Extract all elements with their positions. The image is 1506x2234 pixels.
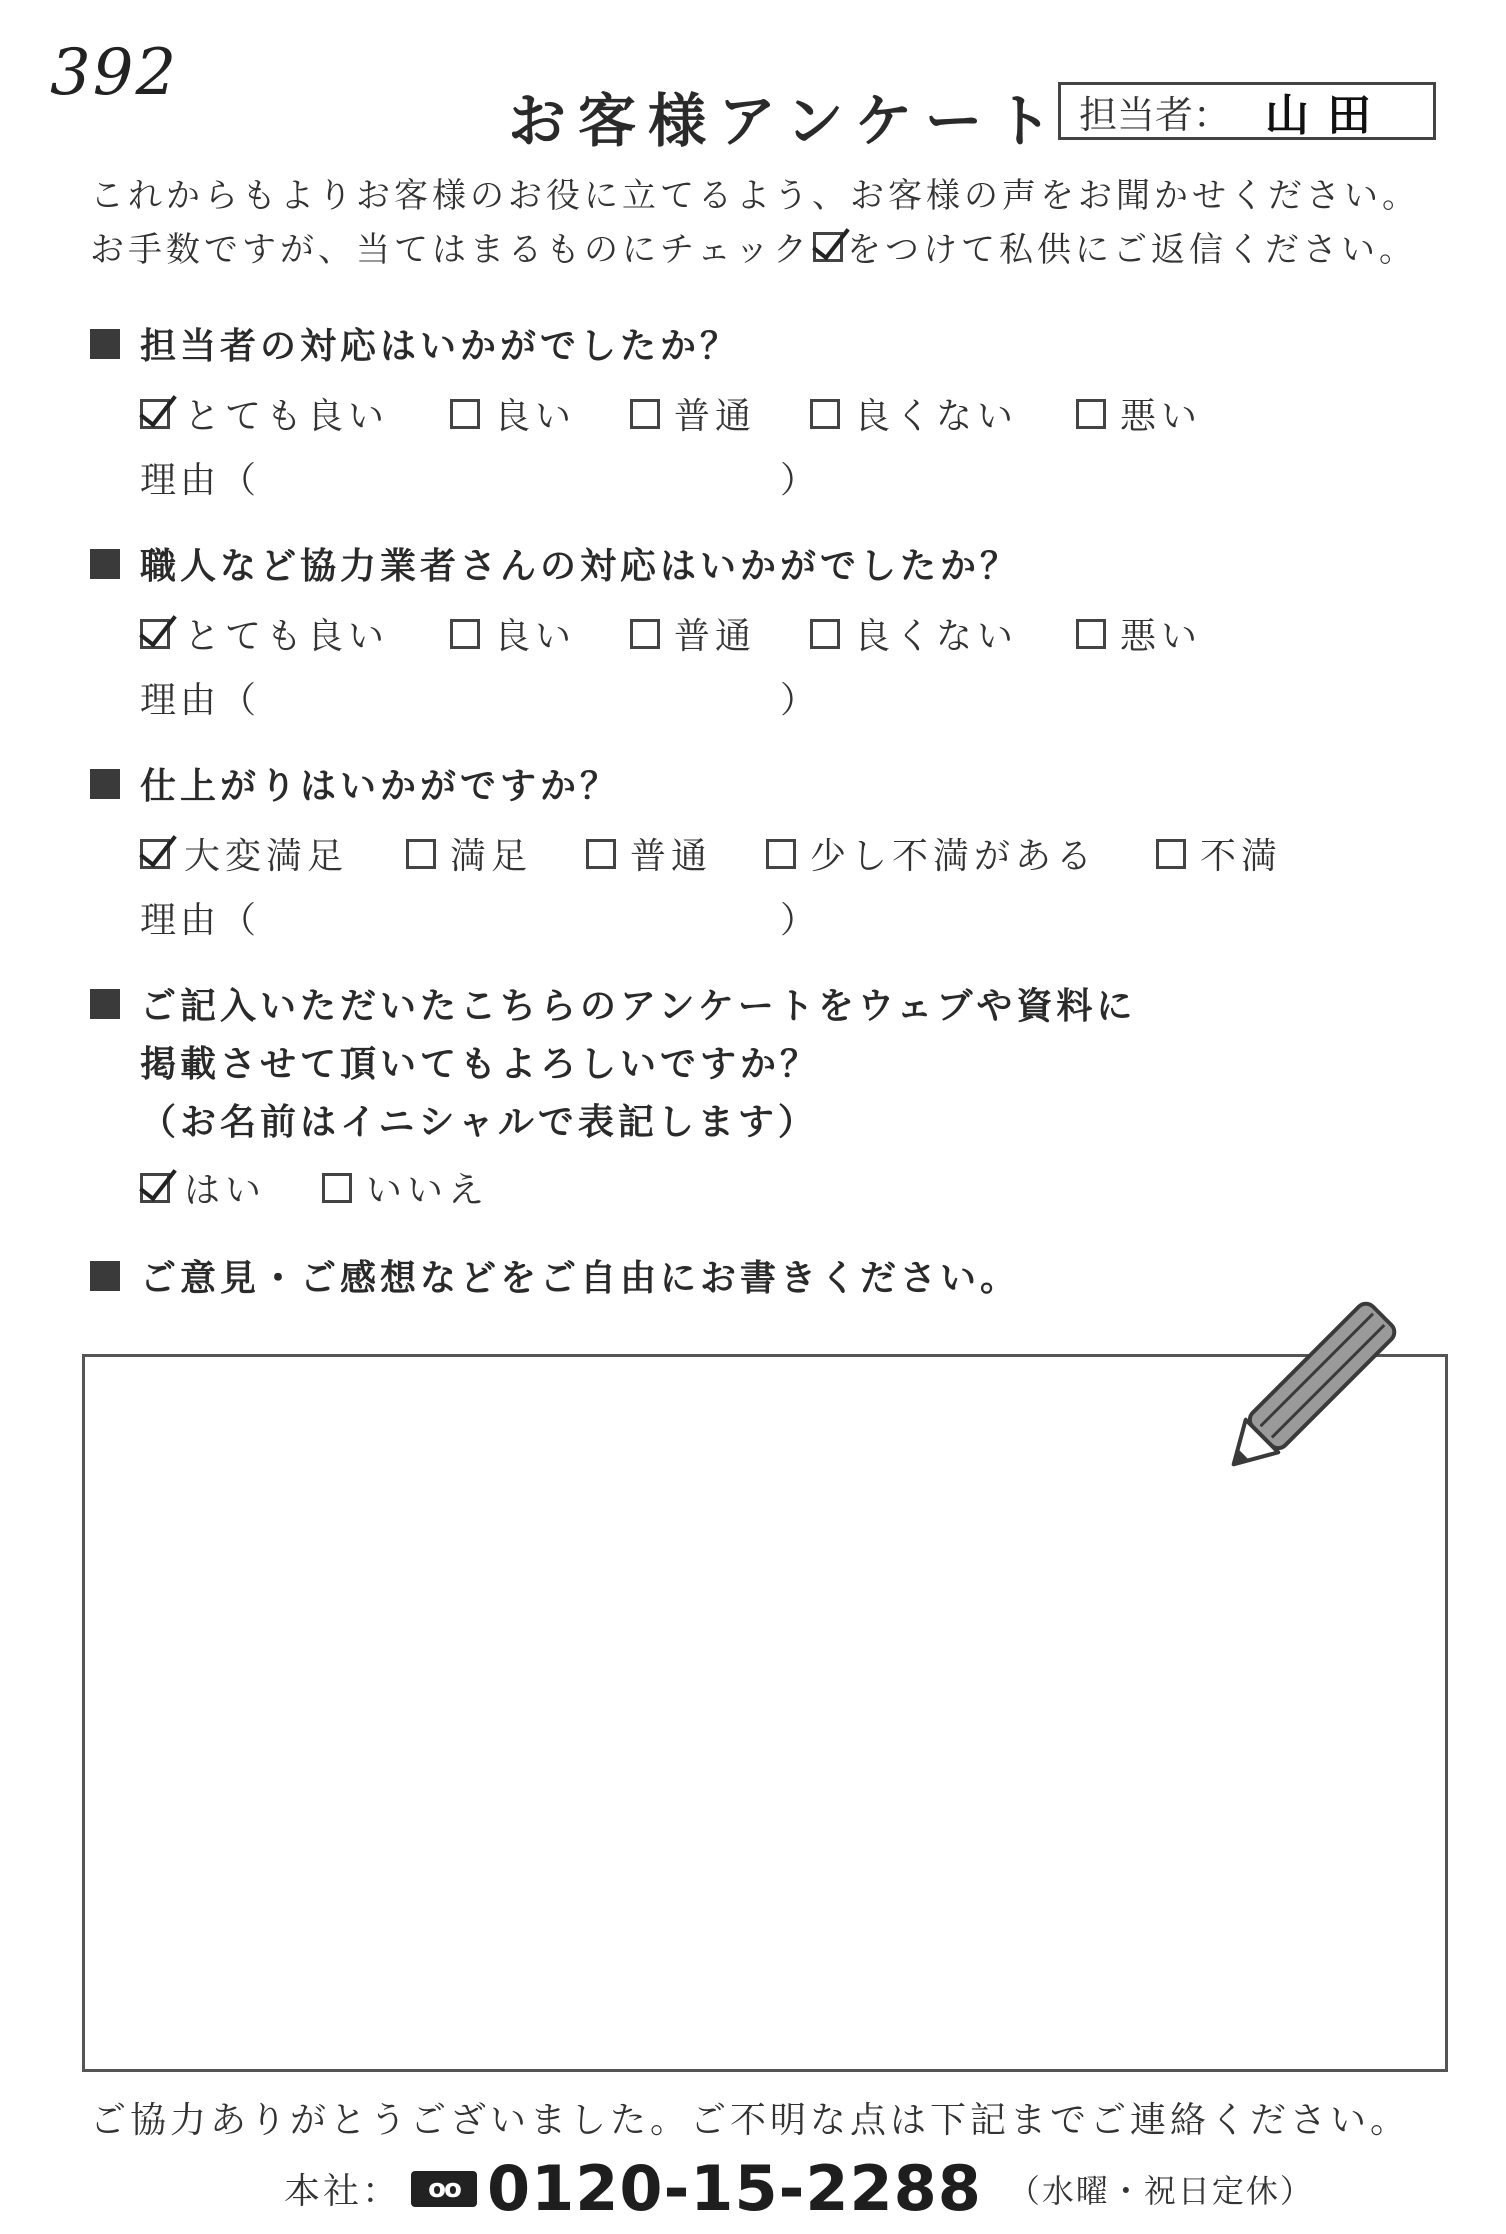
q1-option-very-good[interactable]	[140, 388, 389, 439]
checkbox-icon[interactable]	[450, 619, 480, 649]
checkbox-icon[interactable]	[1076, 399, 1106, 429]
reason-open: 理由（	[140, 680, 261, 721]
checkbox-icon[interactable]	[630, 619, 660, 649]
intro-line-2-a: お手数ですが、当てはまるものにチェック	[90, 230, 811, 270]
phone-number[interactable]: 0120-15-2288	[487, 2152, 982, 2225]
q2-option-label: 良い	[494, 616, 577, 657]
checkbox-icon[interactable]	[1076, 619, 1106, 649]
q3-option-label: 満足	[450, 836, 533, 877]
checkbox-icon[interactable]	[1156, 839, 1186, 869]
square-bullet-icon	[90, 989, 120, 1019]
reason-open: 理由（	[140, 900, 261, 941]
q1-option-label: 悪い	[1120, 396, 1203, 437]
reason-close: ）	[780, 680, 821, 721]
q1-option-normal[interactable]	[630, 388, 756, 439]
q3-option-somewhat-dissatisfied[interactable]	[766, 828, 1097, 879]
q3-option-dissatisfied[interactable]	[1156, 828, 1282, 879]
intro-line-2	[90, 222, 1417, 271]
q2-option-label: 悪い	[1120, 616, 1203, 657]
question-4-text-line-1: ご記入いただいたこちらのアンケートをウェブや資料に	[140, 986, 1137, 1027]
q3-option-label: 少し不満がある	[810, 836, 1098, 877]
checkbox-icon[interactable]	[810, 619, 840, 649]
square-bullet-icon	[90, 549, 120, 579]
question-3-text: 仕上がりはいかがですか？	[140, 766, 621, 807]
checkbox-checked-icon[interactable]	[140, 399, 170, 429]
checkbox-checked-icon[interactable]	[140, 1173, 170, 1203]
freedial-icon: oo	[411, 2171, 477, 2207]
reason-open: 理由（	[140, 460, 261, 501]
question-4-text-line-2: 掲載させて頂いてもよろしいですか？	[140, 1044, 821, 1085]
business-hours: （水曜・祝日定休）	[1007, 2171, 1314, 2210]
q3-option-very-satisfied[interactable]	[140, 828, 348, 879]
q4-option-label: いいえ	[366, 1170, 490, 1211]
q2-option-label: 良くない	[854, 616, 1019, 657]
staff-name: 山田	[1265, 90, 1390, 141]
example-checkbox-icon	[813, 232, 843, 262]
q3-option-normal[interactable]	[586, 828, 712, 879]
footer-thanks: ご協力ありがとうございました。ご不明な点は下記までご連絡ください。	[90, 2100, 1411, 2141]
q1-option-label: 普通	[674, 396, 757, 437]
checkbox-icon[interactable]	[322, 1173, 352, 1203]
q3-reason[interactable]	[140, 892, 820, 943]
q3-option-label: 普通	[630, 836, 713, 877]
question-1-title	[90, 318, 740, 369]
checkbox-icon[interactable]	[450, 399, 480, 429]
question-5-title	[90, 1250, 1020, 1301]
q2-option-label: とても良い	[184, 616, 390, 657]
q2-option-normal[interactable]	[630, 608, 756, 659]
q2-option-good[interactable]	[450, 608, 576, 659]
reason-close: ）	[780, 900, 821, 941]
question-2-text: 職人など協力業者さんの対応はいかがでしたか？	[140, 546, 1021, 587]
q3-option-label: 大変満足	[184, 836, 349, 877]
q4-option-yes[interactable]	[140, 1162, 266, 1213]
q1-option-label: とても良い	[184, 396, 390, 437]
q3-option-satisfied[interactable]	[406, 828, 532, 879]
intro-line-2-b: をつけて私供にご返信ください。	[846, 230, 1417, 270]
page-title: お客様アンケート	[508, 87, 1065, 155]
q2-option-very-good[interactable]	[140, 608, 389, 659]
q2-option-not-good[interactable]	[810, 608, 1018, 659]
q1-option-bad[interactable]	[1076, 388, 1202, 439]
q4-option-no[interactable]	[322, 1162, 489, 1213]
square-bullet-icon	[90, 1261, 120, 1291]
q1-option-not-good[interactable]	[810, 388, 1018, 439]
staff-box	[1058, 82, 1436, 140]
question-5-text: ご意見・ご感想などをご自由にお書きください。	[140, 1258, 1021, 1299]
contact-info	[284, 2152, 1314, 2225]
question-4-title	[90, 978, 1136, 1029]
checkbox-checked-icon[interactable]	[140, 839, 170, 869]
checkbox-icon[interactable]	[406, 839, 436, 869]
question-3-title	[90, 758, 620, 809]
handwritten-number: 392	[50, 36, 179, 110]
checkbox-icon[interactable]	[810, 399, 840, 429]
question-2-title	[90, 538, 1020, 589]
q1-option-good[interactable]	[450, 388, 576, 439]
q3-option-label: 不満	[1200, 836, 1283, 877]
staff-label: 担当者：	[1079, 92, 1232, 137]
checkbox-icon[interactable]	[766, 839, 796, 869]
q2-reason[interactable]	[140, 672, 820, 723]
square-bullet-icon	[90, 329, 120, 359]
pencil-icon	[1200, 1268, 1430, 1498]
q1-reason[interactable]	[140, 452, 820, 503]
intro-line-1: これからもよりお客様のお役に立てるよう、お客様の声をお聞かせください。	[90, 176, 1420, 216]
question-4-text-line-3: （お名前はイニシャルで表記します）	[140, 1102, 818, 1143]
checkbox-icon[interactable]	[630, 399, 660, 429]
q2-option-bad[interactable]	[1076, 608, 1202, 659]
hq-label: 本社：	[284, 2171, 402, 2212]
question-1-text: 担当者の対応はいかがでしたか？	[140, 326, 741, 367]
q2-option-label: 普通	[674, 616, 757, 657]
q1-option-label: 良い	[494, 396, 577, 437]
q4-option-label: はい	[184, 1170, 267, 1211]
q1-option-label: 良くない	[854, 396, 1019, 437]
checkbox-checked-icon[interactable]	[140, 619, 170, 649]
square-bullet-icon	[90, 769, 120, 799]
checkbox-icon[interactable]	[586, 839, 616, 869]
reason-close: ）	[780, 460, 821, 501]
